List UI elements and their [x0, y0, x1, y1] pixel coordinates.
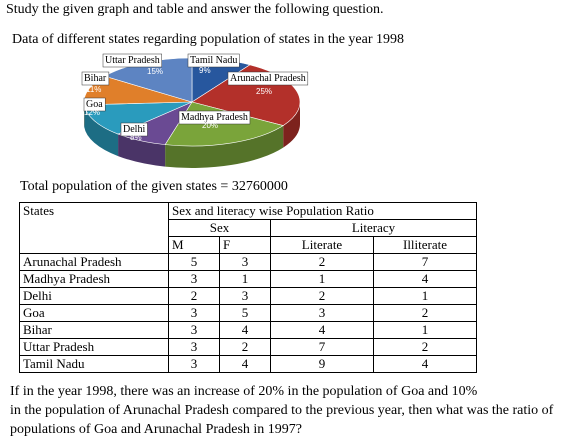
slice-value-uttar-pradesh: 15%: [147, 67, 164, 76]
slice-label-bihar: Bihar: [84, 73, 107, 84]
slice-value-bihar: 11%: [86, 85, 102, 94]
state-name: Tamil Nadu: [20, 356, 169, 373]
pie-slices: [84, 58, 300, 146]
slice-value-arunachal-pradesh: 25%: [256, 87, 273, 96]
male-ratio: 2: [169, 288, 220, 305]
literate-ratio: 2: [271, 254, 374, 271]
question-text: [10, 382, 576, 439]
male-ratio: 3: [169, 339, 220, 356]
female-ratio: 4: [220, 356, 271, 373]
slice-label-madhya-pradesh: Madhya Pradesh: [181, 112, 248, 123]
state-name: Bihar: [20, 322, 169, 339]
population-ratio-table: [19, 202, 477, 373]
female-ratio: 3: [220, 288, 271, 305]
literate-ratio: 9: [271, 356, 374, 373]
question-line: If in the year 1998, there was an increase of 20% in the population of Goa and 10%: [10, 384, 478, 399]
literate-ratio: 4: [271, 322, 374, 339]
slice-label-arunachal-pradesh: Arunachal Pradesh: [230, 73, 306, 84]
illiterate-ratio: 1: [374, 288, 477, 305]
female-ratio: 5: [220, 305, 271, 322]
table-row: [20, 356, 477, 373]
table-row: [20, 254, 477, 271]
slice-label-delhi: Delhi: [123, 124, 146, 135]
table-row: [20, 339, 477, 356]
slice-value-goa: 12%: [84, 108, 101, 117]
table-row: [20, 271, 477, 288]
illiterate-ratio: 2: [374, 339, 477, 356]
illiterate-ratio: 7: [374, 254, 477, 271]
header-states: States: [20, 203, 169, 254]
total-population-text: Total population of the given states = 32760000: [20, 179, 288, 194]
male-ratio: 3: [169, 271, 220, 288]
state-name: Goa: [20, 305, 169, 322]
male-ratio: 5: [169, 254, 220, 271]
female-ratio: 4: [220, 322, 271, 339]
state-name: Madhya Pradesh: [20, 271, 169, 288]
state-name: Delhi: [20, 288, 169, 305]
col-f: F: [220, 237, 271, 254]
literate-ratio: 2: [271, 288, 374, 305]
literate-ratio: 1: [271, 271, 374, 288]
slice-label-tamil-nadu: Tamil Nadu: [190, 55, 238, 66]
illiterate-ratio: 1: [374, 322, 477, 339]
male-ratio: 3: [169, 305, 220, 322]
chart-title: Data of different states regarding population of states in the year 1998: [12, 32, 405, 47]
literate-ratio: 3: [271, 305, 374, 322]
slice-label-goa: Goa: [86, 99, 103, 110]
pie-chart: [50, 52, 330, 180]
slice-value-delhi: 8%: [130, 133, 142, 142]
illiterate-ratio: 4: [374, 356, 477, 373]
male-ratio: 3: [169, 322, 220, 339]
question-line: populations of Goa and Arunachal Pradesh in 1997?: [10, 422, 302, 437]
col-m: M: [169, 237, 220, 254]
question-line: in the population of Arunachal Pradesh compared to the previous year, then what was the ratio of: [10, 403, 554, 418]
female-ratio: 3: [220, 254, 271, 271]
table-row: [20, 288, 477, 305]
female-ratio: 1: [220, 271, 271, 288]
slice-label-uttar-pradesh: Uttar Pradesh: [105, 55, 160, 66]
literate-ratio: 7: [271, 339, 374, 356]
illiterate-ratio: 4: [374, 271, 477, 288]
instruction-text: Study the given graph and table and answer the following question.: [6, 2, 384, 17]
header-literacy: Literacy: [271, 220, 477, 237]
state-name: Uttar Pradesh: [20, 339, 169, 356]
illiterate-ratio: 2: [374, 305, 477, 322]
table-row: [20, 322, 477, 339]
slice-value-tamil-nadu: 9%: [199, 66, 211, 75]
slice-value-madhya-pradesh: 20%: [202, 121, 219, 130]
state-name: Arunachal Pradesh: [20, 254, 169, 271]
header-sex: Sex: [169, 220, 271, 237]
female-ratio: 2: [220, 339, 271, 356]
male-ratio: 3: [169, 356, 220, 373]
header-ratio: Sex and literacy wise Population Ratio: [169, 203, 477, 220]
col-literate: Literate: [271, 237, 374, 254]
table-row: [20, 305, 477, 322]
col-illiterate: Illiterate: [374, 237, 477, 254]
